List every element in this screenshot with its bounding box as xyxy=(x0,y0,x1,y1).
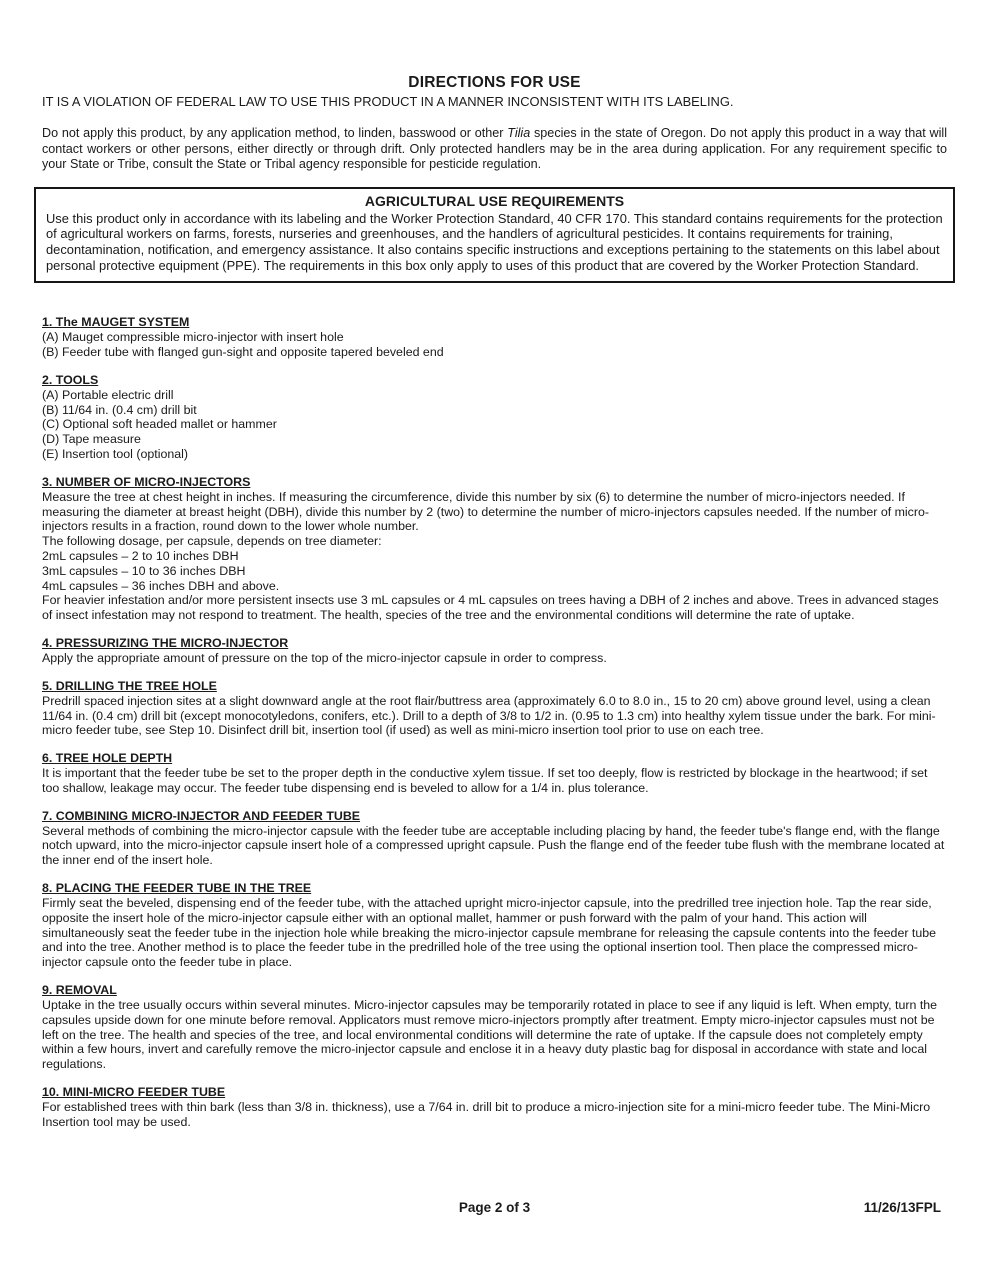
list-line: (C) Optional soft headed mallet or hammer xyxy=(42,417,277,432)
list-line: 2mL capsules – 2 to 10 inches DBH xyxy=(42,548,239,563)
section-heading: 1. The MAUGET SYSTEM xyxy=(42,315,190,330)
section-heading: 7. COMBINING MICRO-INJECTOR AND FEEDER TUBE xyxy=(42,808,361,823)
section-paragraph: Predrill spaced injection sites at a slight downward angle at the root flair/buttress area (approximately 6.0 to 8.0 in., 15 to 20 cm) above ground level, using a clean 11/64 in. (0.4 cm) drill bit (except monocotyledons, conifers, etc.). Drill to a depth of 3/8 to 1/2 in. (0.95 to 1.3 cm) into healthy xylem tissue under the bark. For mini-micro feeder tube, see Step 10. Disinfect drill bit, insertion tool (if used) as well as mini-micro insertion tool prior to use on each tree. xyxy=(42,693,936,738)
section-placing-feeder-tube xyxy=(42,881,947,970)
doc-code: 11/26/13FPL xyxy=(863,1200,941,1215)
list-line: (B) Feeder tube with flanged gun-sight and opposite tapered beveled end xyxy=(42,344,444,359)
section-heading: 8. PLACING THE FEEDER TUBE IN THE TREE xyxy=(42,881,312,896)
section-tree-hole-depth xyxy=(42,751,947,796)
section-paragraph: For established trees with thin bark (less than 3/8 in. thickness), use a 7/64 in. drill bit to produce a micro-injection site for a mini-micro feeder tube. The Mini-Micro Insertion tool may be used. xyxy=(42,1100,931,1129)
ag-requirements-box xyxy=(34,187,955,283)
ag-box-body: Use this product only in accordance with its labeling and the Worker Protection Standard, 40 CFR 170. This standard contains requirements for the protection of agricultural workers on farms, forests, nurseries and greenhouses, and the handlers of agricultural pesticides. It contains requirements for training, decontamination, notification, and emergency assistance. It also contains specific instructions and exceptions pertaining to the statements on this label about personal protective equipment (PPE). The requirements in this box only apply to uses of this product that are covered by the Worker Protection Standard. xyxy=(46,210,943,273)
section-heading: 9. REMOVAL xyxy=(42,983,117,998)
section-tools xyxy=(42,373,947,462)
intro-italic-species: Tilia xyxy=(507,126,531,140)
section-paragraph: Several methods of combining the micro-injector capsule with the feeder tube are acceptable including placing by hand, the feeder tube's flange end, with the flange notch upward, into the micro-injector capsule insert hole of a compressed upright capsule. Push the flange end of the feeder tube flush with the membrane located at the inner end of the insert hole. xyxy=(42,823,945,868)
section-removal xyxy=(42,983,947,1072)
section-heading: 5. DRILLING THE TREE HOLE xyxy=(42,678,217,693)
section-paragraph: Firmly seat the beveled, dispensing end of the feeder tube, with the attached upright micro-injector capsule, into the predrilled tree injection hole. Tap the rear side, opposite the insert hole of the micro-injector capsule either with an optional mallet, hammer or push forward with the palm of your hand. This action will simultaneously seat the feeder tube in the injection hole while breaking the micro-injector capsule membrane for releasing the capsule contents into the feeder tube and into the tree. Another method is to place the feeder tube in the predrilled hole of the tree using the optional insertion tool. Then place the compressed micro-injector capsule onto the feeder tube in place. xyxy=(42,896,937,970)
section-paragraph: The following dosage, per capsule, depends on tree diameter: xyxy=(42,534,382,549)
list-line: 3mL capsules – 10 to 36 inches DBH xyxy=(42,563,246,578)
section-heading: 4. PRESSURIZING THE MICRO-INJECTOR xyxy=(42,635,289,650)
instruction-sections xyxy=(42,315,947,1129)
intro-text-after: species in the state of Oregon. Do not apply this product in a way that will contact workers or other persons, either directly or through drift. Only protected handlers may be in the area during application. For any requirement specific to your State or Tribe, consult the State or Tribal agency responsible for pesticide regulation. xyxy=(42,126,947,172)
section-mini-micro-feeder-tube xyxy=(42,1085,947,1130)
section-heading: 10. MINI-MICRO FEEDER TUBE xyxy=(42,1085,226,1100)
section-paragraph: Apply the appropriate amount of pressure on the top of the micro-injector capsule in order to compress. xyxy=(42,650,607,665)
list-line: (B) 11/64 in. (0.4 cm) drill bit xyxy=(42,402,197,417)
list-line: (A) Mauget compressible micro-injector with insert hole xyxy=(42,330,344,345)
section-mauget-system xyxy=(42,315,947,360)
section-paragraph: It is important that the feeder tube be set to the proper depth in the conductive xylem tissue. If set too deeply, flow is restricted by blockage in the heartwood; if set too shallow, leakage may occur. The feeder tube dispensing end is beveled to allow for a 1/4 in. plus tolerance. xyxy=(42,766,928,795)
violation-statement: IT IS A VIOLATION OF FEDERAL LAW TO USE THIS PRODUCT IN A MANNER INCONSISTENT WITH ITS LABELING. xyxy=(42,94,734,109)
list-line: (D) Tape measure xyxy=(42,432,141,447)
section-paragraph: Measure the tree at chest height in inches. If measuring the circumference, divide this number by six (6) to determine the number of micro-injectors needed. If measuring the diameter at breast height (DBH), divide this number by 2 (two) to determine the number of micro-injectors capsules needed. If the number of micro-injectors results in a fraction, round down to the lower whole number. xyxy=(42,489,930,534)
section-pressurizing xyxy=(42,636,947,666)
doc-title: DIRECTIONS FOR USE xyxy=(408,74,581,91)
intro-text-before: Do not apply this product, by any application method, to linden, basswood or other xyxy=(42,126,508,140)
section-number-of-micro-injectors xyxy=(42,475,947,623)
section-heading: 3. NUMBER OF MICRO-INJECTORS xyxy=(42,474,251,489)
section-paragraph: Uptake in the tree usually occurs within several minutes. Micro-injector capsules may be temporarily rotated in place to see if any liquid is left. When empty, turn the capsules upside down for one minute before removal. Applicators must remove micro-injectors promptly after treatment. Empty micro-injector capsules must not be left on the tree. The health and species of the tree, and local environmental conditions will determine the rate of uptake. If the capsule does not completely empty within a few hours, invert and carefully remove the micro-injector capsule and enclose it in a heavy duty plastic bag for disposal in accordance with state and local regulations. xyxy=(42,998,938,1072)
list-line: (A) Portable electric drill xyxy=(42,387,174,402)
section-combining-injector-feeder-tube xyxy=(42,809,947,868)
page-number: Page 2 of 3 xyxy=(458,1200,531,1215)
section-paragraph: For heavier infestation and/or more persistent insects use 3 mL capsules or 4 mL capsules on trees having a DBH of 2 inches and above. Trees in advanced stages of insect infestation may not respond to treatment. The health, species of the tree and the environmental conditions will determine the rate of uptake. xyxy=(42,593,939,623)
section-heading: 2. TOOLS xyxy=(42,372,99,387)
intro-paragraph xyxy=(42,126,947,173)
section-heading: 6. TREE HOLE DEPTH xyxy=(42,751,173,766)
ag-box-title: AGRICULTURAL USE REQUIREMENTS xyxy=(364,192,625,209)
footer xyxy=(42,1200,947,1218)
list-line: 4mL capsules – 36 inches DBH and above. xyxy=(42,578,280,593)
list-line: (E) Insertion tool (optional) xyxy=(42,446,189,461)
section-drilling-tree-hole xyxy=(42,679,947,738)
